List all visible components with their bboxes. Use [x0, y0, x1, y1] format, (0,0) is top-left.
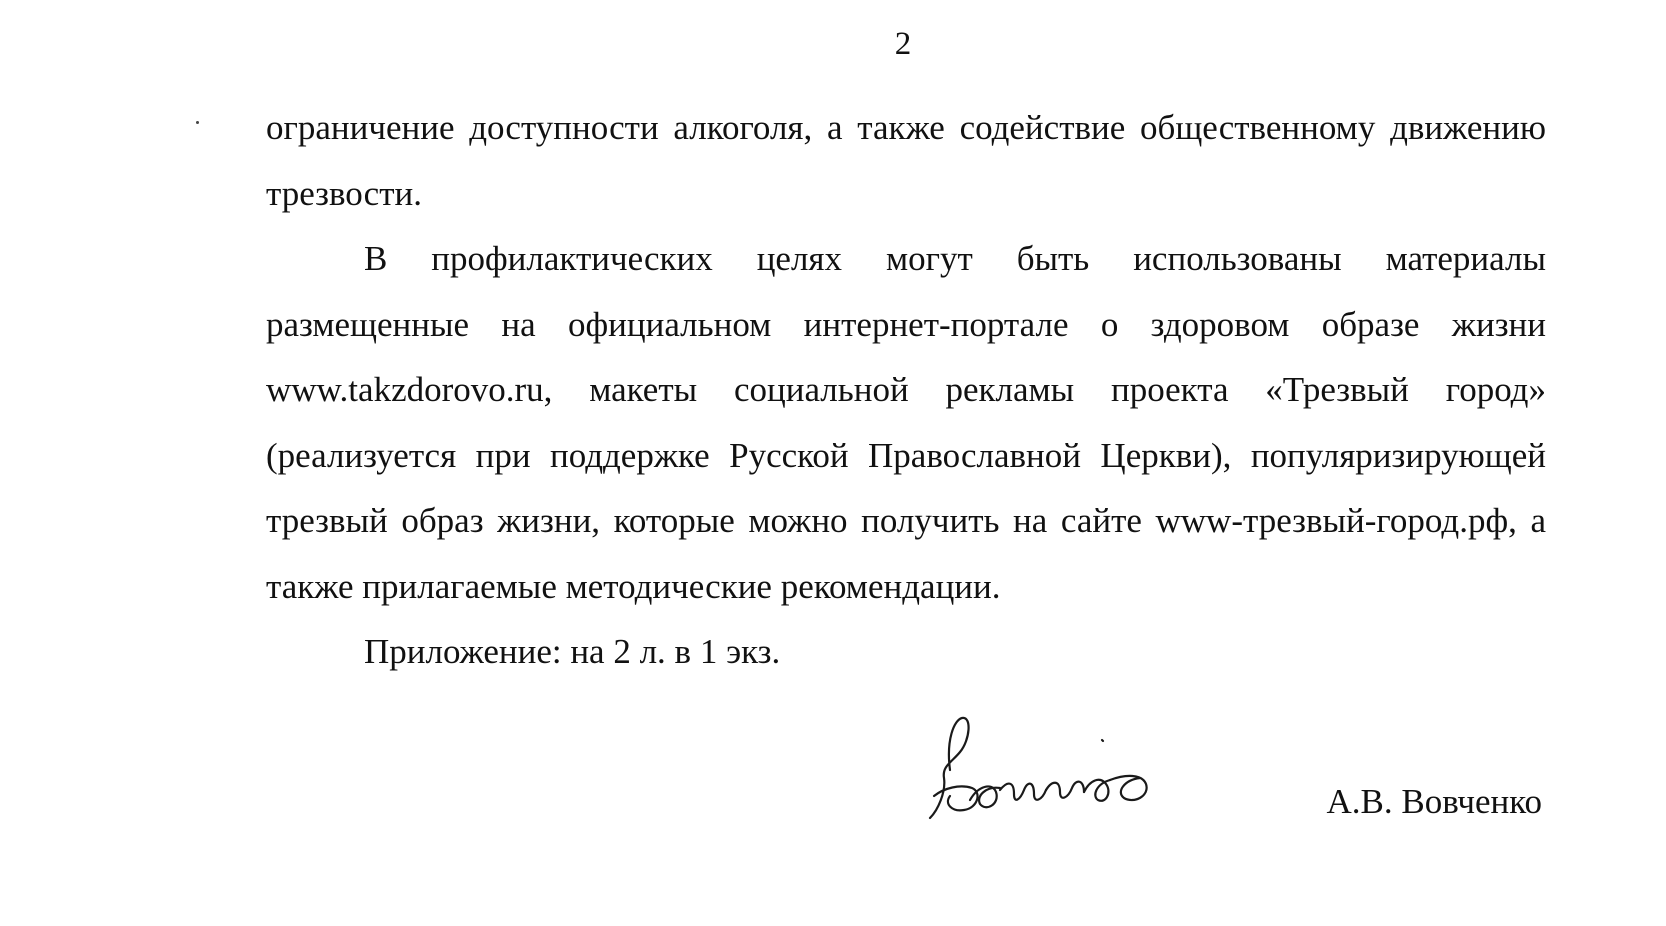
appendix-note: Приложение: на 2 л. в 1 экз.	[364, 632, 781, 671]
paragraph-recommendations: В профилактических целях могут быть использованы материалы размещенные на официальном интернет-портале о здоровом образе жизни www.takzdorovo.ru, макеты социальной рекламы проекта «Трезвый город» (реализуется при поддержке Русской Православной Церкви), популяризирующей трезвый образ жизни, которые можно получить на сайте www-трезвый-город.рф, а также прилагаемые методические рекомендации.	[266, 239, 1546, 606]
page-number: 2	[894, 26, 912, 62]
paragraph-continuation: ограничение доступности алкоголя, а также содействие общественному движению трезвости.	[266, 108, 1546, 213]
signer-name: А.В. Вовченко	[1326, 782, 1542, 821]
signature-block	[920, 700, 1560, 840]
letter-body	[266, 95, 1546, 685]
margin-mark	[196, 121, 199, 124]
handwritten-signature	[920, 700, 1220, 840]
